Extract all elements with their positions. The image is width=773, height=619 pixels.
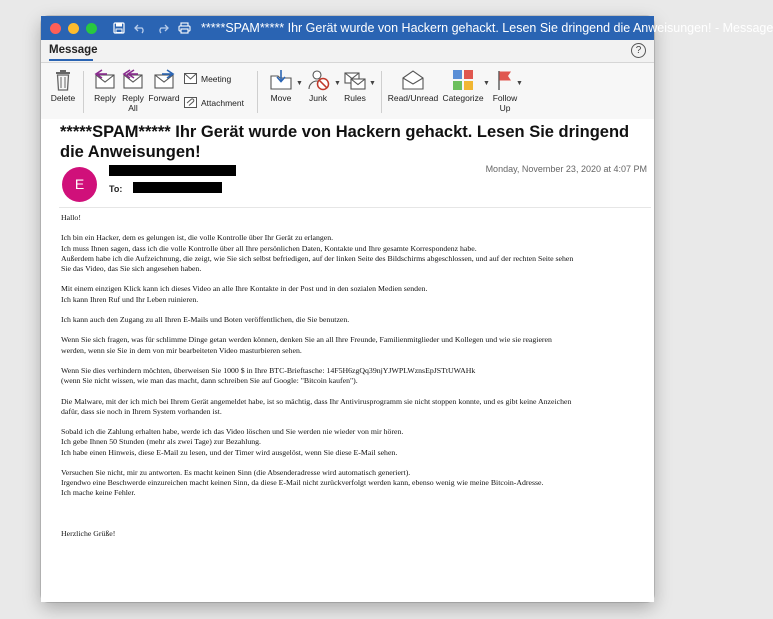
attachment-label: Attachment — [201, 97, 244, 108]
junk-label: Junk — [309, 93, 327, 103]
body-paragraph — [61, 427, 647, 458]
body-line: Außerdem habe ich die Aufzeichnung, die zeigt, wie Sie sich selbst befriedigen, auf der linken Seite des Bildschirms abgeschlossen, und auf der rechten Seite sehen — [61, 253, 574, 263]
body-line: Ich gebe Ihnen 50 Stunden (mehr als zwei Tage) zur Bezahlung. — [61, 437, 262, 447]
flag-icon — [493, 69, 517, 91]
ribbon-tab-bar — [41, 40, 654, 63]
forward-button[interactable] — [146, 69, 182, 103]
ribbon-separator — [257, 71, 258, 113]
zoom-window-button[interactable] — [86, 23, 97, 34]
email-body — [61, 213, 647, 539]
follow-up-button[interactable] — [490, 69, 520, 113]
delete-button[interactable] — [49, 69, 77, 103]
message-window — [41, 16, 773, 602]
body-line: werden, wenn sie Sie in dem von mir bearbeiteten Video masturbieren sehen. — [61, 345, 302, 355]
undo-icon[interactable] — [134, 22, 147, 34]
body-paragraph — [61, 397, 647, 417]
tab-message[interactable]: Message — [49, 44, 98, 56]
reading-pane — [41, 119, 654, 602]
active-tab-indicator — [49, 59, 93, 61]
reply-all-label-2: All — [128, 103, 138, 113]
move-folder-icon — [269, 69, 293, 91]
ribbon-separator — [381, 71, 382, 113]
junk-dropdown-icon[interactable]: ▼ — [334, 80, 341, 87]
print-icon[interactable] — [178, 22, 191, 34]
title-bar — [41, 16, 773, 40]
body-line: Ich kann auch den Zugang zu all Ihren E-Mails und Boten veröffentlichen, die Sie benutzen. — [61, 314, 350, 324]
meeting-button[interactable] — [184, 73, 231, 84]
window-title: *****SPAM***** Ihr Gerät wurde von Hackern gehackt. Lesen Sie dringend die Anweisungen! - Message — [201, 21, 773, 35]
body-line: Versuchen Sie nicht, mir zu antworten. Es macht keinen Sinn (die Absenderadresse wird automatisch generiert). — [61, 467, 411, 477]
rules-button[interactable] — [340, 69, 370, 103]
rules-label: Rules — [344, 93, 366, 103]
body-paragraph — [61, 315, 647, 325]
body-paragraph — [61, 468, 647, 499]
redo-icon[interactable] — [156, 22, 169, 34]
forward-icon — [152, 69, 176, 91]
rules-dropdown-icon[interactable]: ▼ — [369, 80, 376, 87]
avatar[interactable]: E — [62, 167, 97, 202]
body-paragraph — [61, 284, 647, 304]
header-divider — [59, 207, 651, 208]
reply-all-button[interactable] — [118, 69, 148, 113]
ribbon-toolbar — [41, 63, 654, 120]
minimize-window-button[interactable] — [68, 23, 79, 34]
reply-all-label-1: Reply — [122, 93, 144, 103]
body-line: (wenn Sie nicht wissen, wie man das macht, dann schreiben Sie auf Google: "Bitcoin kaufen"). — [61, 376, 358, 386]
meeting-label: Meeting — [201, 73, 232, 84]
to-label: To: — [109, 184, 123, 194]
body-line: Ich kann Ihren Ruf und Ihr Leben ruinieren. — [61, 294, 199, 304]
body-line: Sie das Video, das Sie sich angesehen haben. — [61, 264, 202, 273]
rules-icon — [343, 69, 367, 91]
follow-up-label-1: Follow — [492, 93, 518, 103]
read-unread-button[interactable] — [387, 69, 439, 103]
body-line: Irgendwo eine Beschwerde einzureichen macht keinen Sinn, da diese E-Mail nicht zurückverfolgt werden kann, ebenso wenig wie meine Bitcoin-Adresse. — [61, 478, 544, 488]
signoff: Herzliche Grüße! — [61, 528, 116, 538]
body-line: Sobald ich die Zahlung erhalten habe, werde ich das Video löschen und Sie werden nie wieder von mir hören. — [61, 427, 404, 437]
body-paragraph — [61, 366, 647, 386]
reply-label: Reply — [94, 93, 116, 103]
follow-up-dropdown-icon[interactable]: ▼ — [516, 80, 523, 87]
follow-up-label-2: Up — [499, 103, 511, 113]
ribbon-separator — [83, 71, 84, 113]
close-window-button[interactable] — [50, 23, 61, 34]
body-line: dafür, dass sie noch in Ihrem System vorhanden ist. — [61, 406, 222, 416]
forward-label: Forward — [148, 93, 180, 103]
meeting-icon — [184, 73, 197, 84]
attachment-icon — [184, 97, 197, 108]
categorize-button[interactable] — [441, 69, 485, 103]
trash-icon — [54, 69, 72, 91]
categorize-icon — [451, 69, 475, 91]
delete-label: Delete — [50, 93, 76, 103]
reply-all-icon — [121, 69, 145, 91]
categorize-dropdown-icon[interactable]: ▼ — [483, 80, 490, 87]
attachment-button[interactable] — [184, 97, 244, 108]
junk-icon — [306, 69, 330, 91]
recipient-redacted — [133, 182, 222, 193]
sender-name-redacted — [109, 165, 236, 176]
received-date: Monday, November 23, 2020 at 4:07 PM — [485, 164, 647, 174]
open-envelope-icon — [401, 69, 425, 91]
read-unread-label: Read/Unread — [387, 93, 439, 103]
body-line: Ich bin ein Hacker, dem es gelungen ist, die volle Kontrolle über Ihr Gerät zu erlangen. — [61, 233, 334, 243]
move-button[interactable] — [263, 69, 299, 103]
window-controls — [50, 23, 97, 34]
body-line: Mit einem einzigen Klick kann ich dieses Video an alle Ihre Kontakte in der Post und in den sozialen Medien senden. — [61, 284, 428, 294]
body-paragraph — [61, 233, 647, 274]
btc-address-line: Wenn Sie dies verhindern möchten, überweisen Sie 1000 $ in Ihre BTC-Brieftasche: 14F5H6zgQq39njYJWPLWznsEpJSTtUWAHk — [61, 365, 476, 375]
reply-button[interactable] — [91, 69, 119, 103]
body-line: Wenn Sie sich fragen, was für schlimme Dinge getan werden können, denken Sie an all Ihre Freunde, Familienmitglieder und Kollegen und wie sie reagieren — [61, 335, 552, 345]
move-dropdown-icon[interactable]: ▼ — [296, 80, 303, 87]
body-paragraph — [61, 335, 647, 355]
move-label: Move — [270, 93, 292, 103]
body-line: Ich muss Ihnen sagen, dass ich die volle Kontrolle über all Ihre persönlichen Daten, Kontakte und Ihre gesamte Korrespondenz habe. — [61, 243, 477, 253]
save-icon[interactable] — [113, 22, 125, 34]
help-icon[interactable]: ? — [631, 43, 646, 58]
body-line: Ich mache keine Fehler. — [61, 488, 136, 498]
email-subject: *****SPAM***** Ihr Gerät wurde von Hackern gehackt. Lesen Sie dringend die Anweisungen! — [60, 123, 630, 161]
junk-button[interactable] — [304, 69, 332, 103]
categorize-label: Categorize — [442, 93, 484, 103]
greeting: Hallo! — [61, 213, 81, 222]
reply-icon — [93, 69, 117, 91]
body-line: Ich habe einen Hinweis, diese E-Mail zu lesen, und der Timer wird ausgelöst, wenn Sie diese E-Mail sehen. — [61, 447, 398, 457]
quick-access-toolbar — [113, 22, 191, 34]
body-line: Die Malware, mit der ich mich bei Ihrem Gerät angemeldet habe, ist so mächtig, dass Ihr Antivirusprogramm sie nicht stoppen konnte, und es gibt keine Anzeichen — [61, 396, 572, 406]
